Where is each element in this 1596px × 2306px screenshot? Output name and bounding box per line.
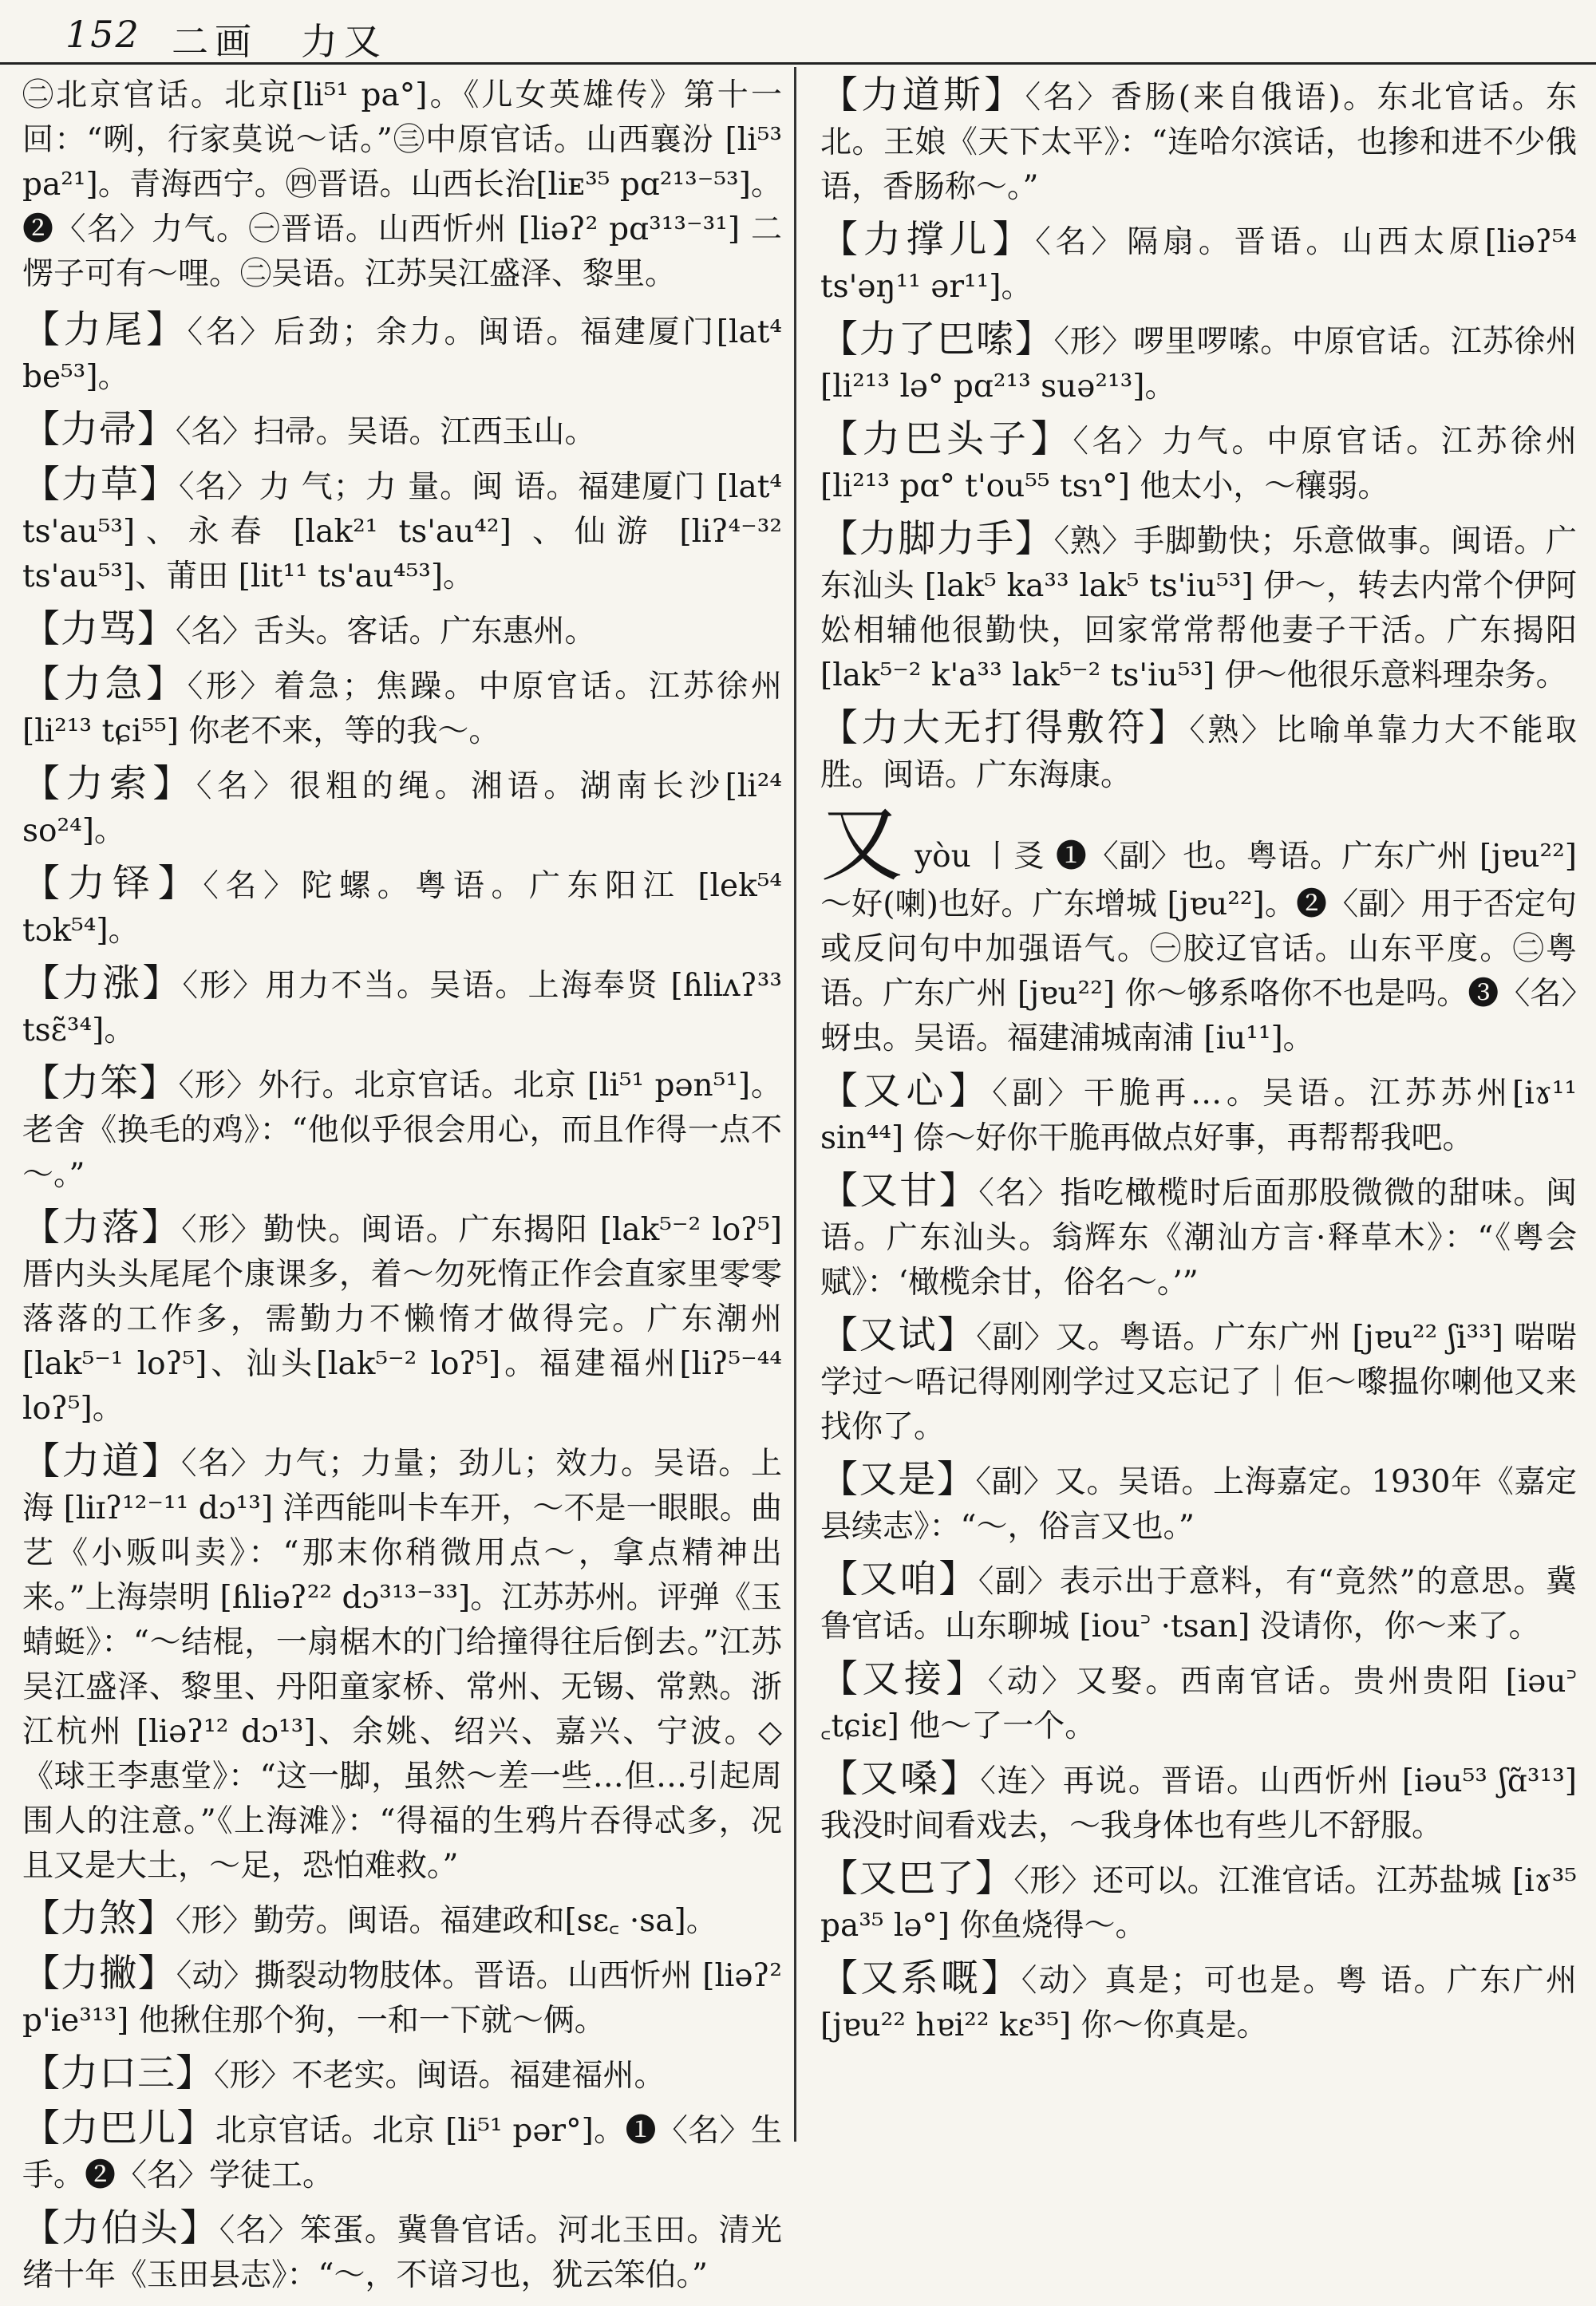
entry-headword: 【力煞】 <box>22 1897 176 1941</box>
dictionary-entry <box>22 463 782 599</box>
entry-continuation: ㊁北京官话。北京[li⁵¹ pa°]。《儿女英雄传》第十一回：“咧，行家莫说～话。”㊂中原官话。山西襄汾 [li⁵³ pa²¹]。青海西宁。㊃晋语。山西长治[liᴇ³⁵ pɑ²¹³⁻⁵³]。❷〈名〉力气。㊀晋语。山西忻州 [liəʔ² pɑ³¹³⁻³¹] 二愣子可有～哩。㊁吴语。江苏吴江盛泽、黎里。 <box>22 77 782 292</box>
dictionary-entry <box>22 961 782 1053</box>
entry-headword: 【力涨】 <box>22 961 183 1005</box>
entry-text: 〈熟〉比喻单靠力大不能取胜。闽语。广东海康。 <box>820 713 1577 793</box>
dictionary-entry <box>22 2051 782 2099</box>
entry-headword: 【力撇】 <box>22 1952 176 1996</box>
entry-headword: 【又系嘅】 <box>820 1957 1021 2000</box>
dictionary-entry <box>22 1439 782 1889</box>
entry-text: 〈副〉又。粤语。广东广州 [jɐu²² ʃi³³] 啱啱学过～唔记得刚刚学过又忘记了｜佢～嚟揾你喇他又来找你了。 <box>820 1320 1578 1445</box>
entry-text: 〈名〉扫帚。吴语。江西玉山。 <box>176 414 596 450</box>
entry-text: 〈连〉再说。晋语。山西忻州 [iəu⁵³ ʃɑ̃³¹³]我没时间看戏去，～我身体也有些儿不舒服。 <box>820 1763 1577 1844</box>
dictionary-entry <box>22 408 782 455</box>
entry-text: 〈名〉指吃橄榄时后面那股微微的甜味。闽语。广东汕头。翁辉东《潮汕方言·释草木》：“《粤会赋》：‘橄榄余甘，俗名～。’” <box>820 1175 1577 1301</box>
entry-headword: 【又心】 <box>820 1069 993 1113</box>
entry-text: 〈副〉表示出于意料，有“竟然”的意思。冀鲁官话。山东聊城 [iou꜄ ·tsan] 没请你，你～来了。 <box>820 1564 1578 1645</box>
dictionary-entry <box>22 862 782 954</box>
entry-headword: 【力巴头子】 <box>820 417 1073 461</box>
entry-headword: 【力口三】 <box>22 2051 214 2095</box>
entry-text: 〈名〉笨蛋。冀鲁官话。河北玉田。清光绪十年《玉田县志》：“～，不谙习也，犹云笨伯。” <box>22 2213 782 2293</box>
page-number: 152 <box>65 13 140 56</box>
entry-headword: 【又接】 <box>820 1657 988 1701</box>
entry-text: 〈动〉又娶。西南官话。贵州贵阳 [iəu꜄ ꜀tɕiɛ] 他～了一个。 <box>820 1664 1578 1744</box>
entry-headword: 【力笨】 <box>22 1061 179 1105</box>
entry-text: 〈动〉真是；可也是。粤 语。广东广州[jɐu²² hɐi²² kɛ³⁵] 你～你真是。 <box>820 1963 1577 2043</box>
dictionary-entry <box>820 1657 1577 1749</box>
dictionary-entry <box>820 706 1577 798</box>
dictionary-entry <box>820 318 1577 409</box>
dictionary-entry <box>820 1313 1577 1450</box>
entry-headword: 【力了巴嗦】 <box>820 318 1054 361</box>
entry-text: 〈名〉香肠(来自俄语)。东北官话。东北。王娘《天下太平》：“连哈尔滨话，也掺和进不少俄语，香肠称～。” <box>820 80 1577 205</box>
dictionary-entry <box>22 1206 782 1431</box>
entry-text: yòu 丨㕛 ❶〈副〉也。粤语。广东广州 [jɐu²²] ～好(喇)也好。广东增城 [jɐu²²]。❷〈副〉用于否定句或反问句中加强语气。㊀胶辽官话。山东平度。㊁粤语。广东广州 [jɐu²²] 你～够系咯你不也是吗。❸〈名〉蚜虫。吴语。福建浦城南浦 [iu¹¹]。 <box>820 839 1577 1056</box>
entry-headword: 【又咱】 <box>820 1558 978 1601</box>
dictionary-entry <box>22 762 782 854</box>
dictionary-entry <box>22 308 782 400</box>
character-headword: 又 <box>820 796 904 893</box>
entry-text: 〈形〉啰里啰嗦。中原官话。江苏徐州 [li²¹³ lə° pɑ²¹³ suə²¹³]。 <box>820 324 1577 405</box>
entry-headword: 【力骂】 <box>22 607 176 651</box>
entry-text: 北京官话。北京 [li⁵¹ pər°]。❶〈名〉生手。❷〈名〉学徒工。 <box>22 2113 782 2193</box>
dictionary-entry <box>22 1952 782 2043</box>
entry-headword: 【又巴了】 <box>820 1857 1014 1901</box>
entry-headword: 【力道】 <box>22 1439 181 1483</box>
column-divider <box>794 67 796 2142</box>
entry-text: 〈名〉陀螺。粤语。广东阳江 [lek⁵⁴ tɔk⁵⁴]。 <box>22 868 783 949</box>
entry-headword: 【力草】 <box>22 463 179 507</box>
entry-text: 〈副〉干脆再…。吴语。江苏苏州[iɤ¹¹ sin⁴⁴] 倷～好你干脆再做点好事，再帮帮我吧。 <box>820 1076 1577 1156</box>
entry-text: 〈名〉力气。中原官话。江苏徐州 [li²¹³ pɑ° t'ou⁵⁵ tsɿ°] 他太小，～穰弱。 <box>820 424 1577 504</box>
entry-text: 〈名〉力 气；力 量。闽 语。福建厦门 [lat⁴ ts'au⁵³]、永春 [lak²¹ ts'au⁴²] 、仙游 [liʔ⁴⁻³² ts'au⁵³]、莆田 [lit¹¹ ts'au⁴⁵³]。 <box>22 469 783 594</box>
dictionary-entry <box>22 2107 782 2198</box>
entry-headword: 【力脚力手】 <box>820 517 1054 561</box>
dictionary-entry <box>820 1169 1577 1305</box>
section-title: 二画 力又 <box>172 20 387 63</box>
entry-headword: 【力大无打得敷符】 <box>820 706 1190 750</box>
dictionary-entry <box>820 1857 1577 1949</box>
dictionary-entry <box>820 517 1577 698</box>
dictionary-entry <box>22 662 782 754</box>
entry-text: 〈名〉力气；力量；劲儿；效力。吴语。上海 [liɪʔ¹²⁻¹¹ dɔ¹³] 洋西能叫卡车开，～不是一眼眼。曲艺《小贩叫卖》：“那末你稍微用点～，拿点精神出来。”上海崇明 [ɦliəʔ²² dɔ³¹³⁻³³]。江苏苏州。评弹《玉蜻蜓》：“～结棍，一扇椐木的门给撞得往后倒去。”江苏吴江盛泽、黎里、丹阳童家桥、常州、无锡、常熟。浙江杭州 [liəʔ¹² dɔ¹³]、余姚、绍兴、嘉兴、宁波。◇《球王李惠堂》：“这一脚，虽然～差一些…但…引起周围人的注意。”《上海滩》：“得福的生鸦片吞得忒多，况且又是大土，～足，恐怕难救。” <box>22 1446 782 1884</box>
entry-headword: 【力索】 <box>22 762 196 806</box>
entry-text: 〈名〉舌头。客话。广东惠州。 <box>176 614 596 650</box>
dictionary-entry <box>820 218 1577 310</box>
entry-headword: 【又嗓】 <box>820 1757 981 1801</box>
entry-text: 〈形〉用力不当。吴语。上海奉贤 [ɦliʌʔ³³ tsɛ̃³⁴]。 <box>22 968 783 1048</box>
entry-headword: 【又甘】 <box>820 1169 979 1213</box>
dictionary-entry <box>820 73 1577 210</box>
entry-headword: 【力落】 <box>22 1206 182 1250</box>
dictionary-entry <box>820 1069 1577 1161</box>
entry-headword: 【又试】 <box>820 1313 977 1357</box>
entry-headword: 【力铎】 <box>22 862 203 906</box>
entry-text: 〈形〉着急；焦躁。中原官话。江苏徐州 [li²¹³ tɕi⁵⁵] 你老不来，等的我～。 <box>22 669 782 749</box>
entry-headword: 【力急】 <box>22 662 188 706</box>
dictionary-entry <box>22 607 782 654</box>
entry-text: 〈动〉撕裂动物肢体。晋语。山西忻州 [liəʔ² p'ie³¹³] 他揪住那个狗，一和一下就～俩。 <box>22 1958 783 2039</box>
dictionary-entry <box>22 1897 782 1944</box>
entry-text: 〈形〉不老实。闽语。福建福州。 <box>214 2058 666 2094</box>
entry-headword: 【力撑儿】 <box>820 218 1036 262</box>
entry-text: 〈形〉外行。北京官话。北京 [li⁵¹ pən⁵¹]。老舍《换毛的鸡》：“他似乎很会用心，而且作得一点不～。” <box>22 1068 783 1193</box>
entry-text: 〈名〉后劲；余力。闽语。福建厦门[lat⁴ be⁵³]。 <box>22 314 783 395</box>
dictionary-entry <box>820 1558 1577 1649</box>
dictionary-entry <box>820 1458 1577 1550</box>
entry-text: 〈名〉隔扇。晋语。山西太原[liəʔ⁵⁴ ts'əŋ¹¹ ər¹¹]。 <box>820 224 1578 305</box>
page-header <box>0 0 1596 65</box>
left-column <box>22 73 782 2306</box>
right-column <box>820 73 1577 2056</box>
entry-text: 〈形〉勤劳。闽语。福建政和[sɛ꜀ ·sa]。 <box>176 1903 717 1939</box>
entry-headword: 【又是】 <box>820 1458 976 1502</box>
dictionary-entry <box>22 2206 782 2298</box>
character-entry <box>820 796 1577 1061</box>
entry-headword: 【力伯头】 <box>22 2206 219 2250</box>
entry-text: 〈形〉勤快。闽语。广东揭阳 [lak⁵⁻² loʔ⁵]厝内头头尾尾个康课多，着～勿死惰正作会直家里零零落落的工作多，需勤力不懒惰才做得完。广东潮州 [lak⁵⁻¹ loʔ⁵]、汕头[lak⁵⁻² loʔ⁵]。福建福州[liʔ⁵⁻⁴⁴ loʔ⁵]。 <box>22 1212 783 1427</box>
entry-text: 〈形〉还可以。江淮官话。江苏盐城 [iɤ³⁵ pa³⁵ lə°] 你鱼烧得～。 <box>820 1863 1577 1944</box>
dictionary-entry <box>820 417 1577 509</box>
entry-text: 〈熟〉手脚勤快；乐意做事。闽语。广东汕头 [lak⁵ ka³³ lak⁵ ts'iu⁵³] 伊～，转去内常个伊阿妐相辅他很勤快，回家常常帮他妻子干活。广东揭阳 [lak⁵⁻² k'a³³ lak⁵⁻² ts'iu⁵³] 伊～他很乐意料理杂务。 <box>820 523 1577 693</box>
entry-text: 〈名〉很粗的绳。湘语。湖南长沙[li²⁴ so²⁴]。 <box>22 768 783 849</box>
dictionary-entry <box>22 1061 782 1198</box>
entry-text: 〈副〉又。吴语。上海嘉定。1930年《嘉定县续志》：“～，俗言又也。” <box>820 1464 1577 1545</box>
entry-headword: 【力尾】 <box>22 308 188 352</box>
entry-headword: 【力帚】 <box>22 408 176 452</box>
dictionary-entry <box>820 1957 1577 2048</box>
entry-headword: 【力巴儿】 <box>22 2107 215 2150</box>
entry-headword: 【力道斯】 <box>820 73 1025 117</box>
dictionary-entry <box>820 1757 1577 1849</box>
